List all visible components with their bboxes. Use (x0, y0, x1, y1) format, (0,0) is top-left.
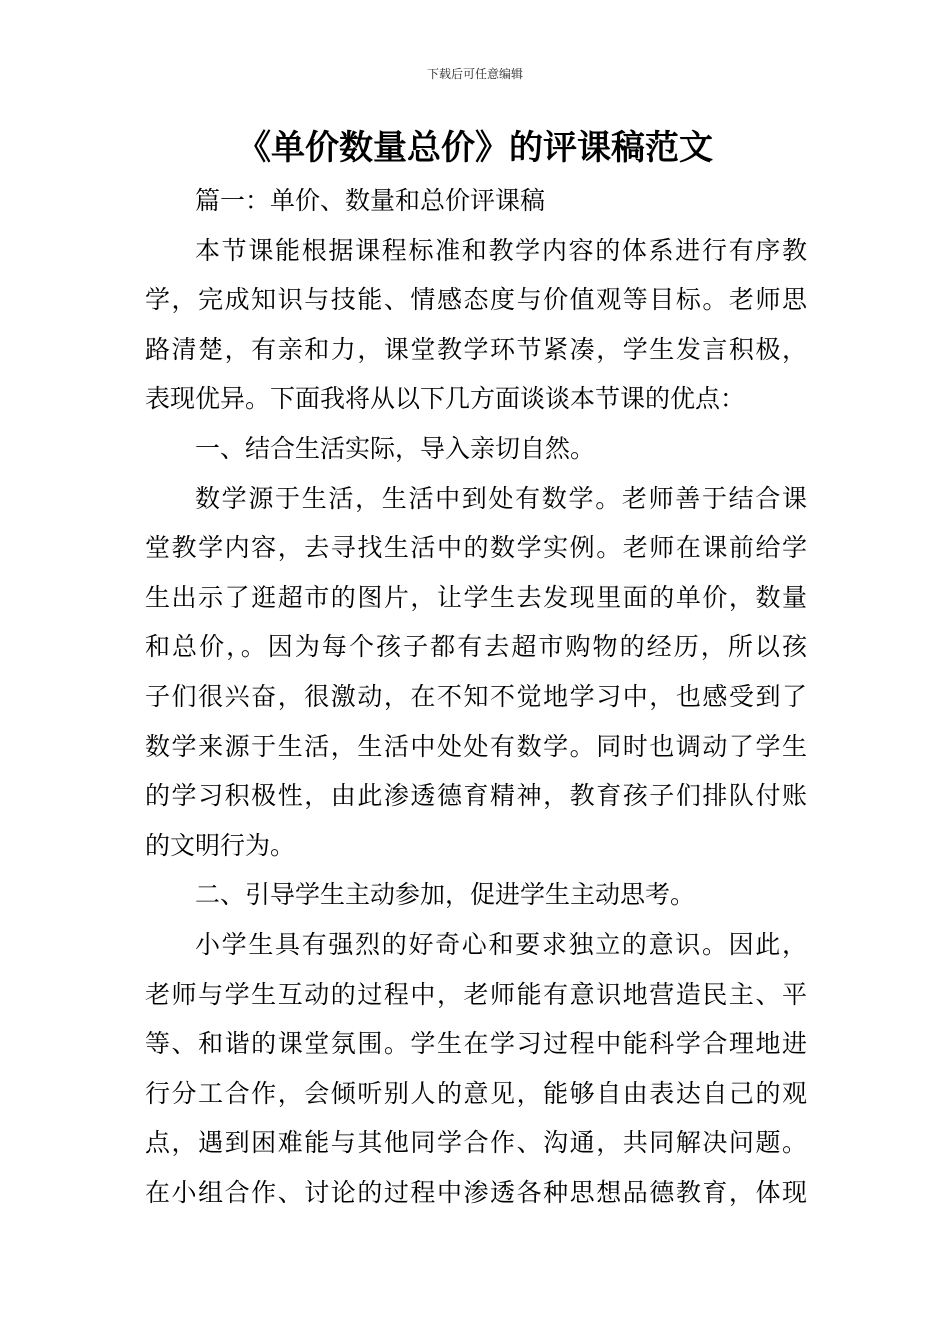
text-line: 在小组合作、讨论的过程中渗透各种思想品德教育，体现 (145, 1177, 807, 1207)
text-line: 堂教学内容，去寻找生活中的数学实例。老师在课前给学 (145, 533, 807, 563)
section-heading: 二、引导学生主动参加，促进学生主动思考。 (195, 880, 696, 910)
text-line: 小学生具有强烈的好奇心和要求独立的意识。因此， (195, 929, 807, 959)
section-heading: 一、结合生活实际，导入亲切自然。 (195, 433, 596, 463)
section-heading: 篇一：单价、数量和总价评课稿 (195, 186, 546, 215)
text-line: 子们很兴奋，很激动，在不知不觉地学习中，也感受到了 (145, 681, 807, 711)
text-line: 的文明行为。 (145, 830, 296, 860)
text-line: 的学习积极性，由此渗透德育精神，教育孩子们排队付账 (145, 781, 807, 811)
text-line: 本节课能根据课程标准和教学内容的体系进行有序教 (195, 235, 807, 265)
document-title: 《单价数量总价》的评课稿范文 (237, 128, 713, 168)
document-body (145, 176, 807, 1217)
text-line: 表现优异。下面我将从以下几方面谈谈本节课的优点： (145, 384, 746, 414)
text-line: 数学来源于生活，生活中处处有数学。同时也调动了学生 (145, 731, 807, 761)
text-line: 点，遇到困难能与其他同学合作、沟通，共同解决问题。 (145, 1128, 807, 1158)
text-line: 生出示了逛超市的图片，让学生去发现里面的单价，数量 (145, 582, 807, 612)
text-line: 学，完成知识与技能、情感态度与价值观等目标。老师思 (145, 285, 807, 315)
text-line: 和总价，。因为每个孩子都有去超市购物的经历，所以孩 (145, 632, 807, 662)
text-line: 路清楚，有亲和力，课堂教学环节紧凑，学生发言积极， (145, 334, 807, 364)
text-line: 等、和谐的课堂氛围。学生在学习过程中能科学合理地进 (145, 1029, 807, 1059)
text-line: 数学源于生活，生活中到处有数学。老师善于结合课 (195, 483, 807, 513)
text-line: 老师与学生互动的过程中，老师能有意识地营造民主、平 (145, 979, 807, 1009)
page-header-note: 下载后可任意编辑 (426, 67, 523, 81)
text-line: 行分工合作，会倾听别人的意见，能够自由表达自己的观 (145, 1078, 807, 1108)
